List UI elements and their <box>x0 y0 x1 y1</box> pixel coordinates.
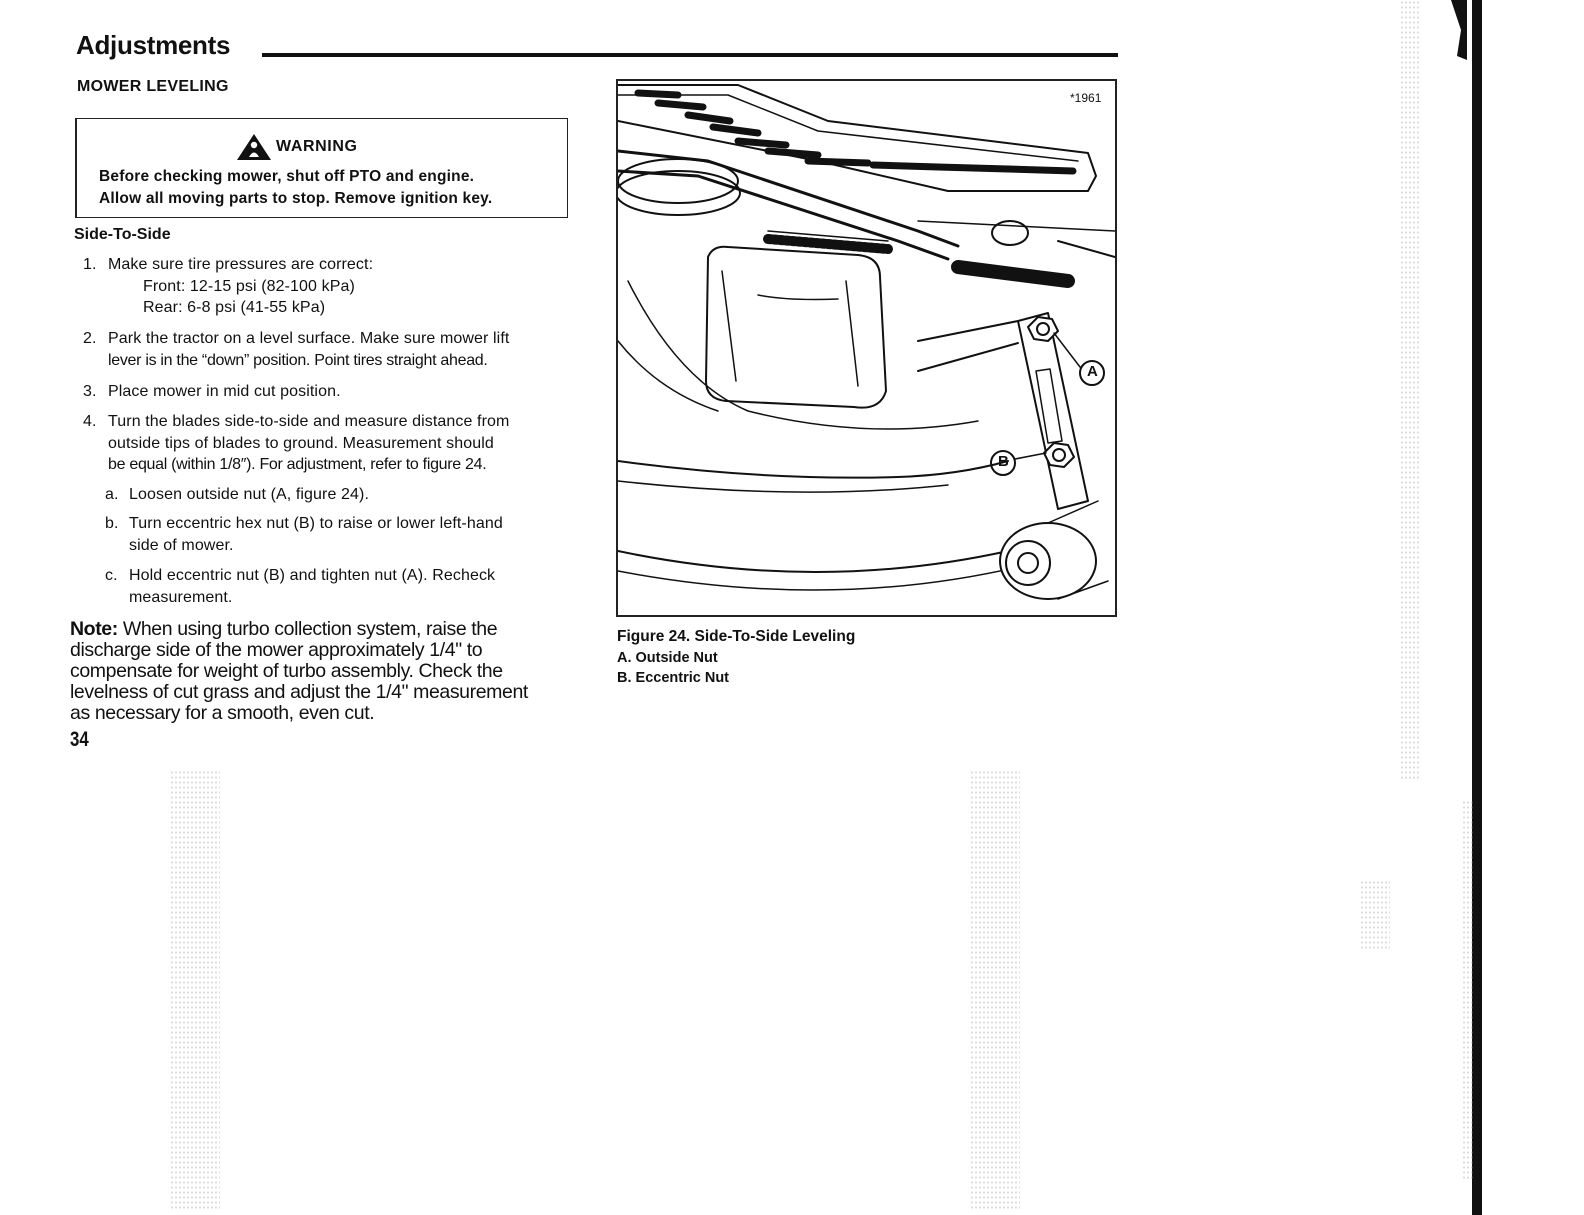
caption-item-a: A. Outside Nut <box>617 649 718 666</box>
warning-text <box>99 166 492 210</box>
step-number: 4. <box>83 413 97 430</box>
mower-deck-drawing <box>618 81 1115 615</box>
step-line: Place mower in mid cut position. <box>108 383 341 400</box>
figure-24-illustration <box>616 79 1117 617</box>
step-3 <box>83 381 573 403</box>
step-subline: Front: 12-15 psi (82-100 kPa) <box>143 277 355 295</box>
side-to-side-heading: Side-To-Side <box>74 226 171 243</box>
step-2 <box>83 328 573 371</box>
page-number: 34 <box>70 728 89 751</box>
step-line: Turn the blades side-to-side and measure distance from <box>108 413 510 430</box>
step-letter: b. <box>105 515 119 532</box>
step-line: Park the tractor on a level surface. Make sure mower lift <box>108 330 510 347</box>
figure-reference-number: *1961 <box>1070 91 1102 105</box>
step-line: outside tips of blades to ground. Measurement should <box>108 434 494 452</box>
warning-triangle-icon <box>236 133 272 161</box>
step-4a <box>105 484 575 506</box>
step-subline: Rear: 6-8 psi (41-55 kPa) <box>143 299 326 316</box>
step-line: lever is in the “down” position. Point tires straight ahead. <box>108 351 488 369</box>
warning-label: WARNING <box>276 138 358 155</box>
caption-title: Figure 24. Side-To-Side Leveling <box>617 628 856 645</box>
warning-line: Before checking mower, shut off PTO and engine. <box>99 168 475 185</box>
step-line: side of mower. <box>129 536 234 554</box>
scan-noise <box>170 770 220 1210</box>
step-line: Loosen outside nut (A, figure 24). <box>129 486 369 503</box>
warning-line: Allow all moving parts to stop. Remove ignition key. <box>99 190 493 207</box>
warning-heading <box>236 133 358 161</box>
title-rule <box>262 53 1118 57</box>
note-paragraph <box>70 619 550 724</box>
step-letter: c. <box>105 567 118 584</box>
step-number: 3. <box>83 383 97 400</box>
subsection-title: MOWER LEVELING <box>77 78 229 95</box>
scan-noise <box>970 770 1020 1210</box>
note-label: Note: <box>70 618 118 640</box>
step-number: 1. <box>83 256 97 273</box>
step-line: be equal (within 1/8″). For adjustment, refer to figure 24. <box>108 456 487 473</box>
figure-caption <box>617 627 855 689</box>
step-line: Turn eccentric hex nut (B) to raise or lower left-hand <box>129 515 503 532</box>
step-1 <box>83 254 573 319</box>
scan-noise <box>1400 0 1420 780</box>
caption-item-b: B. Eccentric Nut <box>617 670 729 686</box>
callout-b: B <box>998 453 1009 470</box>
step-4b <box>105 513 575 556</box>
step-letter: a. <box>105 486 119 503</box>
callout-a: A <box>1087 363 1098 380</box>
step-line: Make sure tire pressures are correct: <box>108 256 374 273</box>
step-line: Hold eccentric nut (B) and tighten nut (A). Recheck <box>129 567 496 584</box>
scan-noise <box>1462 800 1474 1180</box>
section-title: Adjustments <box>76 30 231 60</box>
step-number: 2. <box>83 330 97 347</box>
scan-edge-mark <box>1447 0 1467 60</box>
step-4 <box>83 411 573 476</box>
note-text: When using turbo collection system, raise the discharge side of the mower approximately 1/4" to compensate for weight of turbo assembly. Check the levelness of cut grass and adjust the 1/4" measurement as necessary for a smooth, even cut. <box>70 618 528 724</box>
step-line: measurement. <box>129 588 233 602</box>
step-4c <box>105 565 575 602</box>
scan-noise <box>1360 880 1390 950</box>
